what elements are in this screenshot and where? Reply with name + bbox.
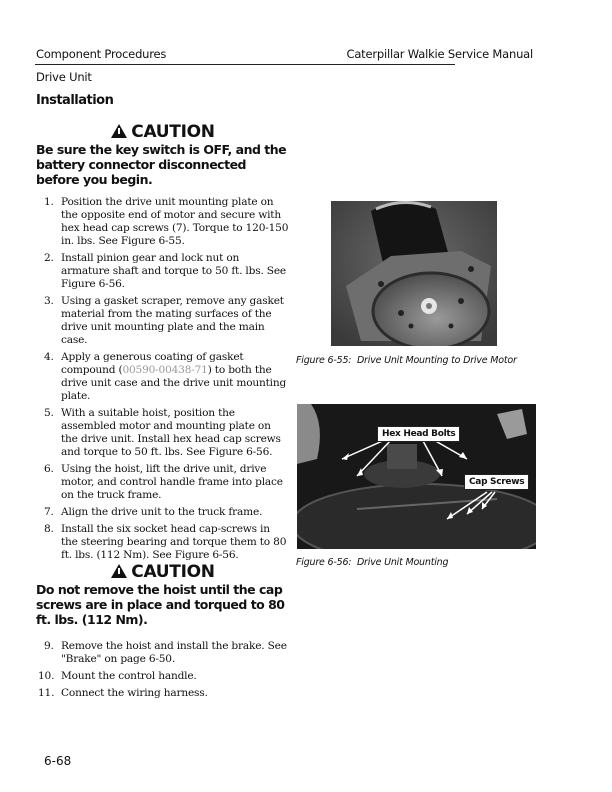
step-text: Mount the control handle. [61, 670, 197, 682]
subheading: Installation [36, 93, 114, 108]
figure-caption [296, 355, 517, 366]
installation-steps-continued [38, 640, 289, 704]
part-number: 00590-00438-71 [122, 364, 208, 376]
warning-triangle-icon [111, 124, 127, 138]
figure-caption-text: Drive Unit Mounting to Drive Motor [356, 355, 517, 366]
step-number: 4. [44, 351, 54, 363]
caution-label: CAUTION [131, 122, 215, 142]
step-text: ) to both the drive unit case and the drive unit mounting plate. [61, 364, 287, 402]
step-text: Apply a generous coating of gasket compound ( [61, 351, 244, 376]
step-item [44, 506, 289, 519]
step-number: 6. [44, 463, 54, 475]
running-header-left: Component Procedures [36, 47, 167, 61]
running-header-right: Caterpillar Walkie Service Manual [346, 47, 533, 61]
step-item [44, 351, 289, 403]
step-text: Connect the wiring harness. [61, 687, 208, 699]
caution-text: Do not remove the hoist until the cap screws are in place and torqued to 80 ft. lbs. (112 Nm). [36, 582, 285, 627]
step-number: 1. [44, 196, 54, 208]
step-text: Remove the hoist and install the brake. See "Brake" on page 6-50. [61, 640, 287, 665]
step-text: Install pinion gear and lock nut on armature shaft and torque to 50 ft. lbs. See Figure 6-56. [61, 252, 286, 290]
step-item [44, 640, 289, 666]
drive-unit-photo [297, 404, 536, 549]
step-number: 5. [44, 407, 54, 419]
caution-label: CAUTION [131, 562, 215, 582]
step-item [38, 670, 289, 683]
step-number: 8. [44, 523, 54, 535]
step-item [44, 295, 289, 347]
step-text: With a suitable hoist, position the assembled motor and mounting plate on the drive unit. Install hex head cap screws and torque to 50 ft. lbs. See Figure 6-56. [61, 407, 281, 458]
drive-motor-photo [331, 201, 497, 346]
section-title: Drive Unit [36, 70, 92, 84]
step-number: 10. [38, 670, 55, 682]
installation-steps [44, 196, 289, 566]
figure-caption [296, 557, 448, 568]
callout-hex-head-bolts: Hex Head Bolts [377, 426, 460, 442]
caution-heading [28, 122, 298, 142]
step-number: 7. [44, 506, 54, 518]
step-number: 9. [44, 640, 54, 652]
caution-heading [28, 562, 298, 582]
step-text: Position the drive unit mounting plate on the opposite end of motor and secure with hex head cap screws (7). Torque to 120-150 in. lbs. See Figure 6-55. [61, 196, 289, 247]
step-text: Using a gasket scraper, remove any gasket material from the mating surfaces of the drive unit mounting plate and the main case. [61, 295, 284, 346]
header-rule [35, 64, 455, 65]
caution-text: Be sure the key switch is OFF, and the battery connector disconnected before you begin. [36, 142, 287, 187]
step-item [44, 196, 289, 248]
step-item [44, 463, 289, 502]
figure-label: Figure 6-56: [296, 557, 352, 568]
step-text: Align the drive unit to the truck frame. [61, 506, 263, 518]
figure-label: Figure 6-55: [296, 355, 352, 366]
step-number: 3. [44, 295, 54, 307]
step-item [38, 687, 289, 700]
page-number: 6-68 [44, 754, 72, 768]
step-text: Install the six socket head cap-screws in the steering bearing and torque them to 80 ft. lbs. (112 Nm). See Figure 6-56. [61, 523, 287, 561]
step-text: Using the hoist, lift the drive unit, drive motor, and control handle frame into place on the truck frame. [61, 463, 283, 501]
step-number: 2. [44, 252, 54, 264]
step-item [44, 252, 289, 291]
step-item [44, 407, 289, 459]
figure-caption-text: Drive Unit Mounting [356, 557, 449, 568]
drive-motor-photo-icon [331, 201, 497, 346]
step-number: 11. [38, 687, 55, 699]
warning-triangle-icon [111, 564, 127, 578]
callout-cap-screws: Cap Screws [464, 474, 529, 490]
step-item [44, 523, 289, 562]
